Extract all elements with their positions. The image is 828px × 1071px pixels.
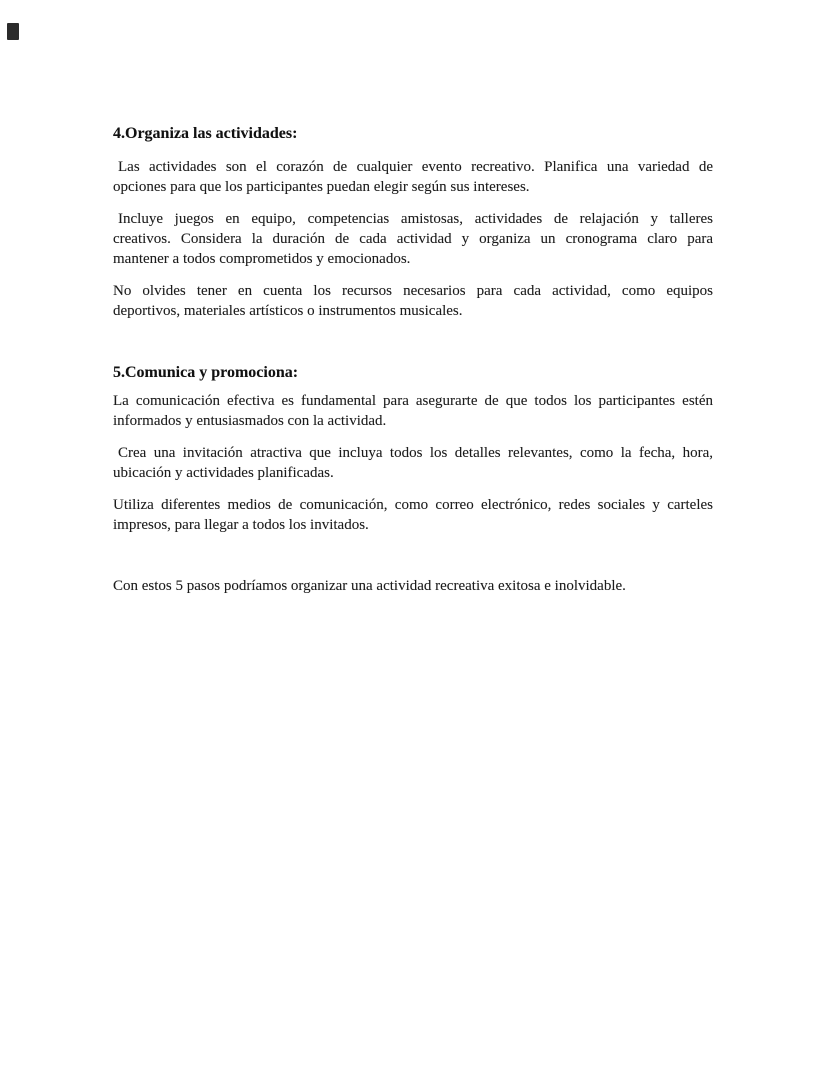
text-line: opciones para que los participantes puedan elegir según sus intereses. [113, 179, 530, 195]
text-line: informados y entusiasmados con la actividad. [113, 413, 387, 429]
section-heading: 4.Organiza las actividades: [113, 125, 298, 142]
paragraph [113, 209, 713, 269]
paragraph [113, 495, 713, 535]
paragraph [113, 157, 713, 197]
section-organiza-actividades [113, 124, 713, 321]
text-line: mantener a todos comprometidos y emocionados. [113, 251, 411, 267]
text-line: No olvides tener en cuenta los recursos necesarios para cada actividad, como equipos [113, 283, 713, 299]
text-line: deportivos, materiales artísticos o instrumentos musicales. [113, 303, 463, 319]
paragraph [113, 443, 713, 483]
paragraph [113, 281, 713, 321]
text-line: Las actividades son el corazón de cualquier evento recreativo. Planifica una variedad de [118, 159, 713, 175]
text-line: Utiliza diferentes medios de comunicación, como correo electrónico, redes sociales y carteles [113, 497, 713, 513]
text-line: ubicación y actividades planificadas. [113, 465, 334, 481]
section-heading: 5.Comunica y promociona: [113, 364, 299, 381]
paragraph [113, 391, 713, 431]
closing-sentence: Con estos 5 pasos podríamos organizar una actividad recreativa exitosa e inolvidable. [113, 578, 626, 594]
section-comunica-promociona [113, 363, 713, 535]
text-line: impresos, para llegar a todos los invitados. [113, 517, 369, 533]
text-line: Crea una invitación atractiva que incluya todos los detalles relevantes, como la fecha, hora, [118, 445, 713, 461]
scan-artifact-mark [7, 23, 19, 40]
text-line: Incluye juegos en equipo, competencias amistosas, actividades de relajación y talleres [118, 211, 713, 227]
document-content [113, 124, 713, 596]
text-line: La comunicación efectiva es fundamental para asegurarte de que todos los participantes estén [113, 393, 713, 409]
text-line: creativos. Considera la duración de cada actividad y organiza un cronograma claro para [113, 231, 713, 247]
